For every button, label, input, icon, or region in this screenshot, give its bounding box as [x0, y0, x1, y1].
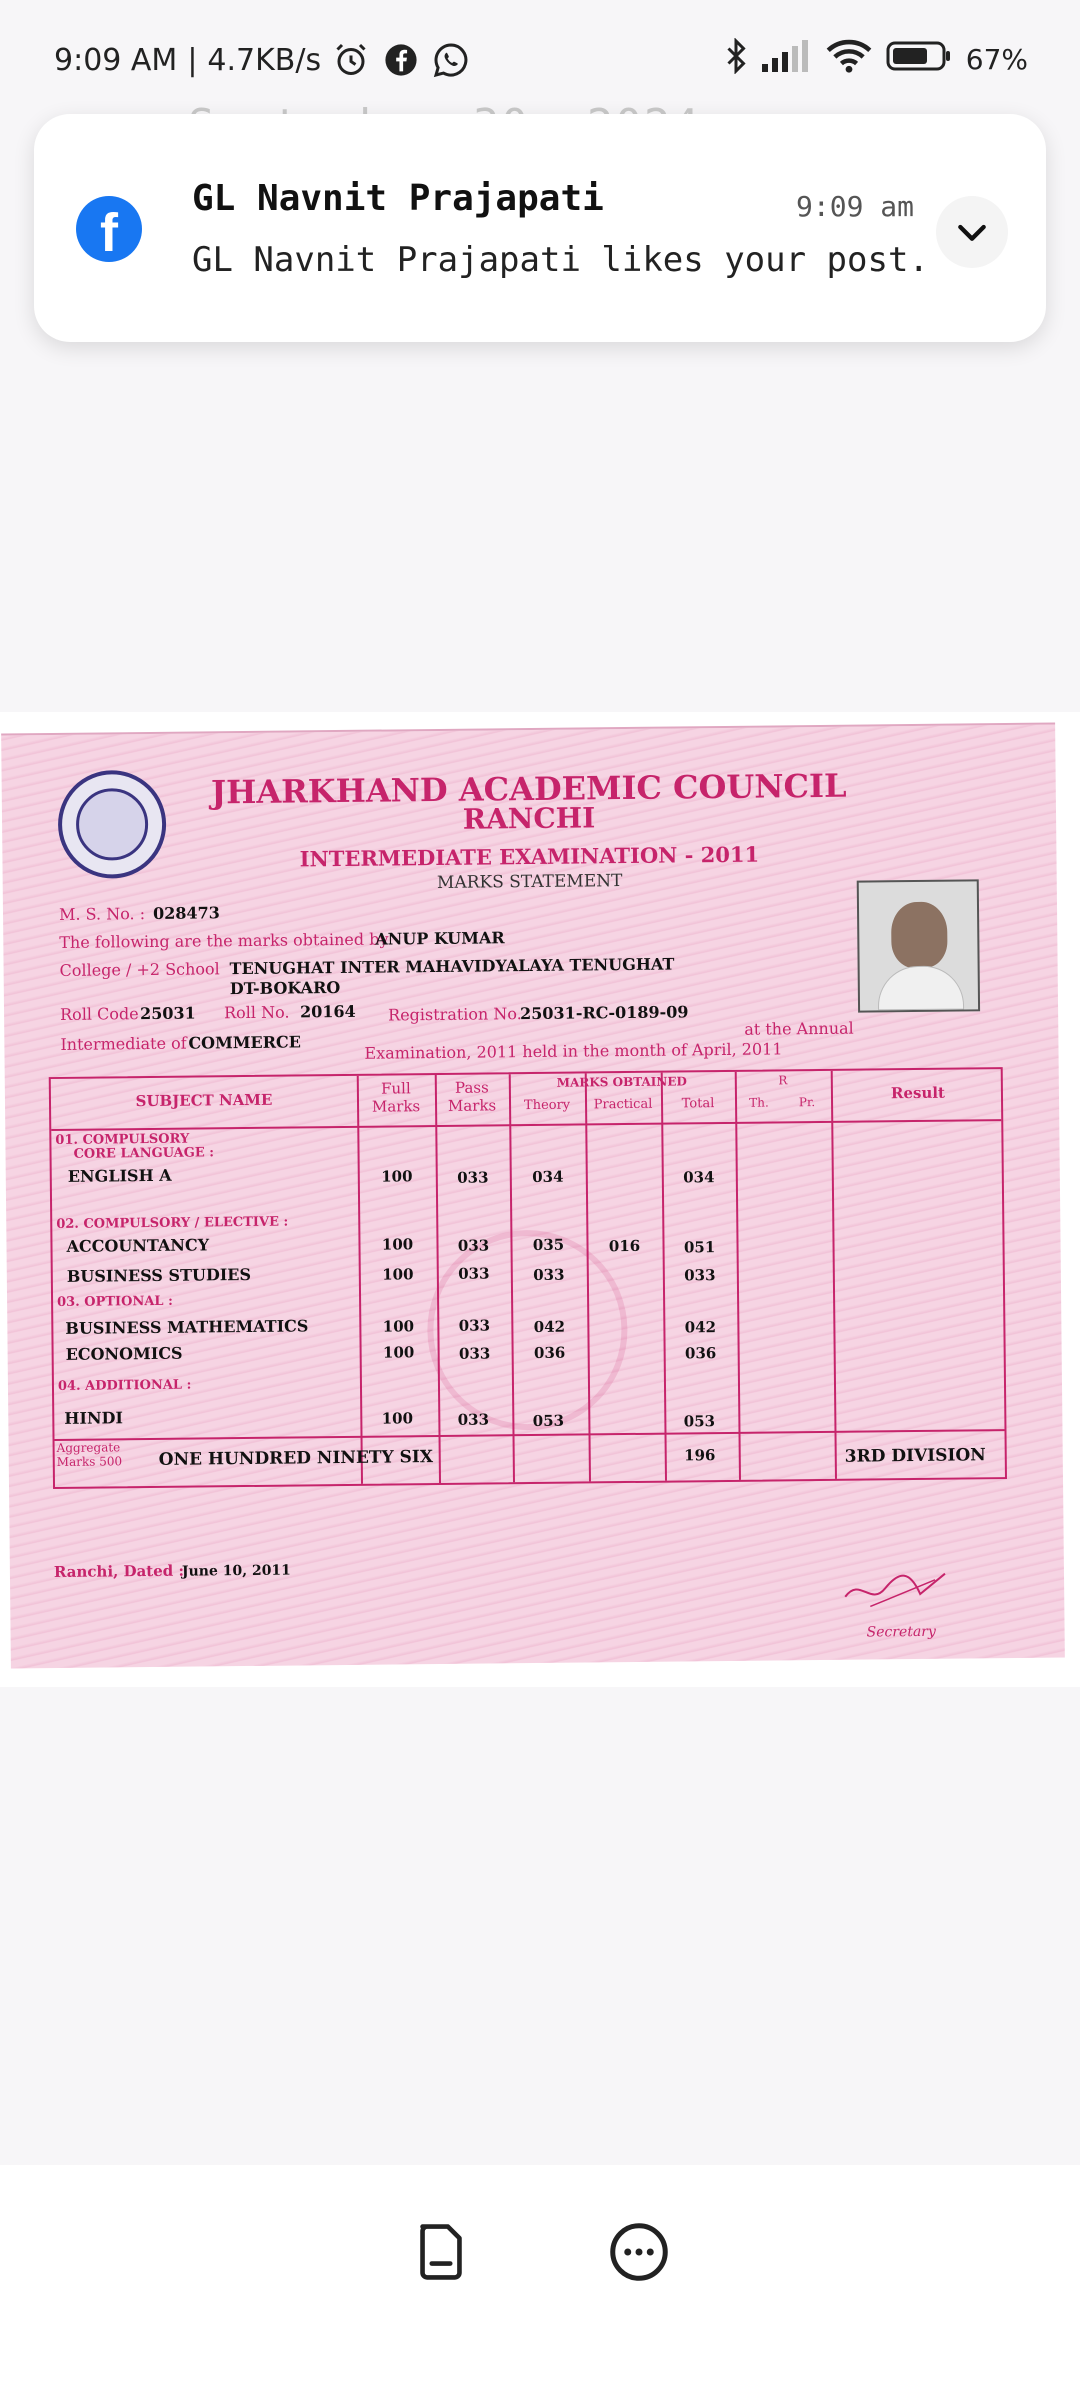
subject-name: BUSINESS STUDIES [66, 1264, 252, 1286]
header-total: Total [681, 1096, 715, 1112]
header-subject: SUBJECT NAME [135, 1090, 273, 1111]
practical-marks [595, 1317, 655, 1318]
intermediate-label: Intermediate of [60, 1033, 187, 1054]
theory-marks: 042 [533, 1317, 566, 1336]
theory-marks: 033 [533, 1265, 565, 1285]
facebook-icon [381, 40, 421, 80]
expand-notification-button[interactable] [936, 196, 1008, 268]
full-marks: 100 [382, 1343, 415, 1362]
aggregate-words: ONE HUNDRED NINETY SIX [158, 1447, 434, 1470]
header-theory: Theory [523, 1097, 571, 1114]
header-th: Th. [749, 1095, 769, 1110]
alarm-icon [331, 40, 371, 80]
practical-marks [596, 1343, 656, 1344]
subject-name: ENGLISH A [67, 1165, 172, 1186]
battery-level: 67% [965, 43, 1028, 76]
student-photo [857, 879, 980, 1012]
total-marks: 053 [683, 1412, 716, 1431]
total-marks: 034 [683, 1168, 715, 1187]
practical-marks [594, 1167, 654, 1168]
dated-label: Ranchi, Dated : [53, 1561, 185, 1582]
header-practical: Practical [593, 1096, 653, 1113]
aggregate-total: 196 [683, 1446, 716, 1465]
full-marks: 100 [382, 1265, 414, 1284]
total-marks: 042 [684, 1318, 717, 1337]
student-name: ANUP KUMAR [375, 928, 505, 949]
document-image[interactable] [0, 712, 1080, 1687]
roll-no: 20164 [299, 1001, 356, 1022]
signal-icon [762, 40, 812, 79]
obtained-by-label: The following are the marks obtained by [59, 929, 389, 952]
college-label: College / +2 School [59, 959, 220, 980]
total-marks: 036 [684, 1344, 717, 1363]
section-optional: 03. OPTIONAL : [57, 1293, 173, 1310]
exam-held-text: Examination, 2011 held in the month of April, 2011 [364, 1039, 783, 1063]
secretary-label: Secretary [866, 1623, 936, 1641]
notification-time: 9:09 am [796, 190, 915, 223]
roll-code-label: Roll Code [59, 1004, 139, 1024]
practical-marks: 016 [608, 1236, 641, 1256]
full-marks: 100 [381, 1235, 414, 1254]
registration-no: 25031-RC-0189-09 [519, 1002, 689, 1024]
roll-code: 25031 [139, 1003, 196, 1024]
registration-label: Registration No. [388, 1004, 522, 1025]
subject-name: ECONOMICS [65, 1343, 183, 1364]
aggregate-max-label: Marks 500 [56, 1454, 123, 1470]
chevron-down-icon [952, 212, 992, 252]
facebook-app-icon: f [76, 196, 142, 262]
battery-icon [886, 40, 952, 79]
aggregate-label: Aggregate [56, 1440, 121, 1456]
pass-marks: 033 [458, 1264, 490, 1283]
subject-name: HINDI [64, 1408, 123, 1428]
council-name: JHARKHAND ACADEMIC COUNCIL [210, 766, 847, 812]
college-line1: TENUGHAT INTER MAHAVIDYALAYA TENUGHAT [229, 954, 675, 979]
theory-marks: 035 [532, 1235, 565, 1255]
statement-title: MARKS STATEMENT [436, 871, 623, 893]
division-result: 3RD DIVISION [844, 1445, 986, 1467]
secretary-signature [840, 1566, 951, 1617]
exam-title: INTERMEDIATE EXAMINATION - 2011 [299, 841, 760, 872]
header-r: R [778, 1073, 788, 1088]
pass-marks: 033 [458, 1316, 491, 1335]
council-city: RANCHI [462, 801, 596, 836]
roll-no-label: Roll No. [223, 1002, 290, 1023]
notification-card[interactable] [34, 114, 1046, 342]
section-core-language: CORE LANGUAGE : [73, 1145, 215, 1162]
practical-marks [594, 1411, 654, 1412]
status-separator: | [187, 42, 198, 78]
pass-marks: 033 [457, 1410, 490, 1429]
subject-name: ACCOUNTANCY [66, 1235, 210, 1256]
status-bar-right [724, 38, 1028, 81]
header-pr: Pr. [798, 1095, 816, 1110]
pass-marks: 033 [457, 1168, 489, 1187]
college-line2: DT-BOKARO [229, 978, 341, 999]
full-marks: 100 [381, 1409, 414, 1428]
header-full-marks: Full Marks [371, 1079, 421, 1116]
notification-title: GL Navnit Prajapati [192, 178, 604, 219]
network-speed: 4.7KB/s [207, 42, 322, 78]
pass-marks: 033 [458, 1344, 491, 1363]
ms-no-label: M. S. No. : [58, 904, 146, 924]
notification-text: GL Navnit Prajapati likes your post. [192, 240, 929, 280]
full-marks: 100 [381, 1167, 413, 1186]
theory-marks: 053 [532, 1411, 565, 1431]
theory-marks: 034 [532, 1167, 564, 1187]
more-options-button[interactable] [604, 2217, 674, 2287]
theory-marks: 036 [533, 1343, 566, 1362]
marks-table [49, 1067, 1007, 1489]
total-marks: 033 [684, 1266, 716, 1285]
full-marks: 100 [382, 1317, 415, 1336]
section-elective: 02. COMPULSORY / ELECTIVE : [56, 1214, 289, 1232]
annual-label: at the Annual [744, 1018, 854, 1039]
marks-statement [1, 723, 1065, 1669]
status-bar [0, 0, 1080, 110]
practical-marks [595, 1265, 655, 1266]
pass-marks: 033 [457, 1236, 490, 1255]
bottom-action-bar [0, 2165, 1080, 2400]
dated-value: June 10, 2011 [181, 1562, 291, 1580]
whatsapp-icon [431, 40, 471, 80]
status-time: 9:09 AM [54, 42, 178, 78]
ms-no: 028473 [152, 903, 220, 923]
section-compulsory: 01. COMPULSORY [55, 1131, 190, 1148]
wifi-icon [826, 39, 872, 80]
document-icon [413, 2222, 469, 2282]
details-button[interactable] [406, 2217, 476, 2287]
stream: COMMERCE [188, 1032, 301, 1053]
more-options-icon [609, 2222, 669, 2282]
header-result: Result [890, 1083, 946, 1103]
header-marks-obtained: MARKS OBTAINED [556, 1074, 687, 1090]
total-marks: 051 [683, 1238, 716, 1257]
header-pass-marks: Pass Marks [447, 1078, 497, 1115]
status-bar-left [54, 40, 471, 80]
bluetooth-icon [724, 38, 748, 81]
section-additional: 04. ADDITIONAL : [57, 1377, 192, 1394]
subject-name: BUSINESS MATHEMATICS [65, 1316, 309, 1338]
